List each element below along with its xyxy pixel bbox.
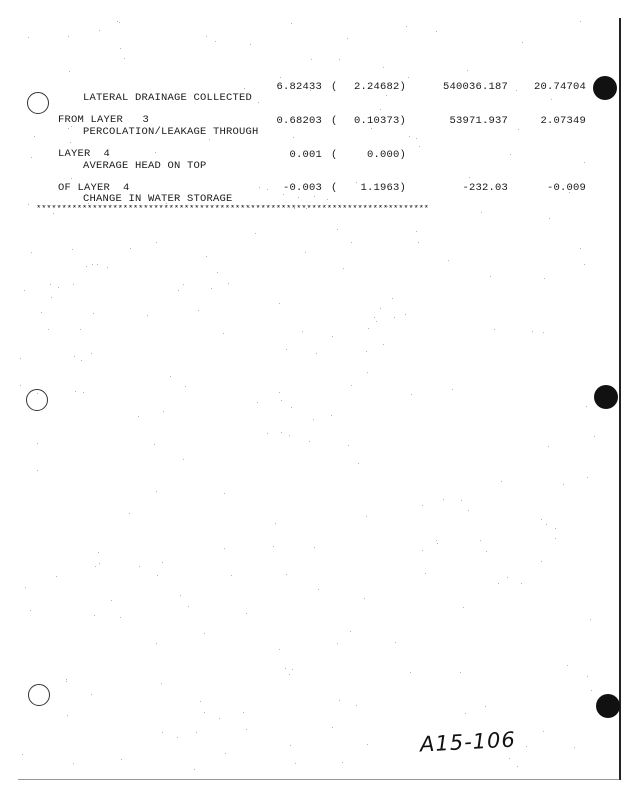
scan-speck (356, 705, 357, 706)
scan-speck (70, 142, 71, 143)
scan-speck (255, 233, 256, 234)
scan-speck (204, 633, 205, 634)
row-label-line2: OF LAYER 4 (58, 182, 130, 194)
scan-speck (422, 550, 423, 551)
scan-speck (225, 753, 226, 754)
scan-speck (366, 516, 367, 517)
scan-speck (161, 683, 162, 684)
scan-speck (590, 619, 591, 620)
scan-speck (156, 643, 157, 644)
scan-speck (257, 402, 258, 403)
scan-speck (339, 59, 340, 60)
scan-speck (509, 758, 510, 759)
scan-speck (526, 746, 527, 747)
scan-speck (183, 459, 184, 460)
scan-speck (518, 129, 519, 130)
scan-speck (95, 566, 96, 567)
row-paren: ( (331, 182, 338, 194)
scan-speck (231, 575, 232, 576)
scan-speck (376, 321, 377, 322)
scan-speck (275, 523, 276, 524)
scan-speck (200, 701, 201, 702)
scan-speck (594, 436, 595, 437)
scan-speck (170, 376, 171, 377)
scan-speck (20, 385, 21, 386)
scan-speck (259, 187, 260, 188)
row-paren: ( (331, 115, 338, 127)
scan-speck (337, 229, 338, 230)
scan-speck (280, 77, 281, 78)
scan-speck (34, 136, 35, 137)
scan-speck (37, 470, 38, 471)
scan-speck (20, 358, 21, 359)
scan-speck (50, 284, 51, 285)
scan-speck (305, 252, 306, 253)
scan-speck (510, 154, 511, 155)
scan-speck (458, 119, 459, 120)
scan-speck (543, 332, 544, 333)
row-value-2: 0.000) (366, 149, 406, 161)
scan-speck (58, 287, 59, 288)
scan-speck (217, 272, 218, 273)
scan-speck (327, 199, 328, 200)
scan-speck (395, 642, 396, 643)
binder-hole-middle-right (594, 385, 618, 409)
scan-speck (574, 747, 575, 748)
scan-speck (286, 574, 287, 575)
scan-speck (293, 137, 294, 138)
row-value-2: 2.24682) (353, 81, 406, 93)
scan-speck (555, 528, 556, 529)
scan-speck (176, 198, 177, 199)
scan-speck (316, 353, 317, 354)
scan-speck (37, 393, 38, 394)
scan-speck (99, 563, 100, 564)
scan-speck (298, 197, 299, 198)
scan-speck (309, 441, 310, 442)
scan-speck (517, 766, 518, 767)
scan-speck (405, 314, 406, 315)
scan-speck (339, 700, 340, 701)
scan-speck (185, 386, 186, 387)
scan-speck (25, 587, 26, 588)
scan-speck (91, 694, 92, 695)
scan-speck (425, 573, 426, 574)
row-value-3: -232.03 (462, 182, 508, 194)
row-label-line1: CHANGE IN WATER STORAGE (83, 193, 233, 205)
scan-speck (166, 203, 167, 204)
scan-speck (516, 90, 517, 91)
scan-speck (383, 344, 384, 345)
scan-speck (219, 718, 220, 719)
scan-speck (294, 208, 295, 209)
scan-speck (157, 575, 158, 576)
scan-speck (211, 288, 212, 289)
scan-speck (88, 203, 89, 204)
scan-speck (480, 540, 481, 541)
scan-speck (314, 547, 315, 548)
scan-speck (501, 481, 502, 482)
scan-speck (486, 122, 487, 123)
scan-speck (331, 415, 332, 416)
scan-speck (368, 328, 369, 329)
scan-speck (74, 356, 75, 357)
row-label-line1: PERCOLATION/LEAKAGE THROUGH (83, 126, 259, 138)
scan-speck (250, 44, 251, 45)
scan-speck (285, 668, 286, 669)
scan-speck (283, 194, 284, 195)
scan-speck (100, 188, 101, 189)
scan-speck (28, 204, 29, 205)
scan-speck (163, 411, 164, 412)
scan-speck (243, 712, 244, 713)
scan-speck (111, 600, 112, 601)
scan-speck (246, 613, 247, 614)
scan-speck (388, 85, 389, 86)
scan-speck (273, 546, 274, 547)
scan-speck (416, 231, 417, 232)
scan-speck (313, 419, 314, 420)
scan-speck (37, 443, 38, 444)
scan-speck (387, 206, 388, 207)
scan-speck (156, 242, 157, 243)
scan-speck (486, 551, 487, 552)
scan-speck (580, 21, 581, 22)
scan-speck (367, 372, 368, 373)
scan-speck (380, 308, 381, 309)
scan-speck (72, 249, 73, 250)
row-value-3: 540036.187 (442, 81, 508, 93)
scan-speck (92, 264, 93, 265)
scan-speck (94, 615, 95, 616)
scan-speck (291, 407, 292, 408)
scan-speck (281, 400, 282, 401)
scan-speck (522, 42, 523, 43)
scan-speck (215, 41, 216, 42)
scan-speck (286, 349, 287, 350)
scan-speck (567, 665, 568, 666)
scan-speck (548, 446, 549, 447)
scan-speck (155, 152, 156, 153)
asterisk-separator: ***************************************************************************** (36, 205, 429, 214)
scan-speck (380, 109, 381, 110)
scan-speck (337, 643, 338, 644)
scan-speck (224, 548, 225, 549)
scan-speck (292, 669, 293, 670)
scan-speck (198, 310, 199, 311)
scan-speck (350, 631, 351, 632)
scan-speck (86, 266, 87, 267)
scan-speck (386, 95, 387, 96)
scan-speck (591, 690, 592, 691)
scan-speck (443, 499, 444, 500)
scan-speck (177, 737, 178, 738)
scan-speck (302, 331, 303, 332)
scan-speck (521, 583, 522, 584)
scan-speck (280, 85, 281, 86)
binder-hole-bottom-left (28, 684, 50, 706)
scan-speck (358, 463, 359, 464)
scan-speck (188, 606, 189, 607)
scan-speck (154, 444, 155, 445)
scan-speck (30, 610, 31, 611)
scan-speck (452, 389, 453, 390)
row-value-1: 0.001 (289, 149, 322, 161)
scan-speck (224, 194, 225, 195)
scan-speck (587, 477, 588, 478)
scan-speck (555, 538, 556, 539)
scan-speck (364, 598, 365, 599)
scan-speck (498, 583, 499, 584)
scan-speck (120, 48, 121, 49)
scan-speck (71, 178, 72, 179)
scan-speck (460, 672, 461, 673)
scan-speck (124, 58, 125, 59)
row-label-line2: FROM LAYER 3 (58, 114, 150, 126)
scan-speck (580, 248, 581, 249)
scan-speck (138, 416, 139, 417)
scan-speck (209, 139, 210, 140)
scan-speck (68, 36, 69, 37)
scan-speck (544, 278, 545, 279)
scan-speck (81, 360, 82, 361)
row-value-1: 0.68203 (276, 115, 322, 127)
scan-speck (178, 290, 179, 291)
scan-speck (24, 290, 25, 291)
scan-speck (228, 283, 229, 284)
scan-speck (97, 264, 98, 265)
scan-speck (80, 329, 81, 330)
scan-speck (73, 284, 74, 285)
binder-hole-bottom-right (596, 694, 620, 718)
scan-speck (48, 329, 49, 330)
row-value-2: 1.1963) (360, 182, 406, 194)
scan-speck (258, 102, 259, 103)
scan-speck (31, 157, 32, 158)
scan-speck (99, 30, 100, 31)
scan-speck (129, 513, 130, 514)
scan-speck (383, 67, 384, 68)
scan-speck (410, 672, 411, 673)
scan-speck (481, 212, 482, 213)
scan-speck (356, 182, 357, 183)
scan-speck (244, 88, 245, 89)
scan-speck (224, 493, 225, 494)
scan-speck (467, 70, 468, 71)
scan-speck (587, 676, 588, 677)
scan-speck (67, 715, 68, 716)
scan-speck (584, 264, 585, 265)
scan-speck (507, 577, 508, 578)
scan-speck (371, 128, 372, 129)
scan-speck (374, 317, 375, 318)
scan-speck (279, 649, 280, 650)
scan-speck (461, 500, 462, 501)
scan-speck (342, 762, 343, 763)
scan-speck (532, 331, 533, 332)
scan-speck (311, 59, 312, 60)
scan-speck (279, 303, 280, 304)
scan-speck (75, 391, 76, 392)
scan-speck (490, 276, 491, 277)
scan-speck (93, 313, 94, 314)
scan-speck (162, 562, 163, 563)
scan-speck (314, 196, 315, 197)
scan-speck (22, 754, 23, 755)
scan-speck (351, 385, 352, 386)
scan-speck (541, 519, 542, 520)
row-label-line1: LATERAL DRAINAGE COLLECTED (83, 92, 253, 104)
scan-speck (66, 681, 67, 682)
scan-speck (289, 435, 290, 436)
scan-speck (416, 138, 417, 139)
scan-speck (71, 126, 72, 127)
scan-speck (249, 207, 250, 208)
scan-speck (546, 524, 547, 525)
scan-speck (56, 576, 57, 577)
scan-speck (366, 351, 367, 352)
scan-speck (310, 90, 311, 91)
scan-speck (422, 505, 423, 506)
scan-speck (83, 392, 84, 393)
handwritten-page-number: A15-106 (419, 727, 517, 757)
scan-speck (409, 136, 410, 137)
scan-speck (68, 128, 69, 129)
scan-speck (541, 561, 542, 562)
scan-speck (267, 189, 268, 190)
scan-speck (408, 77, 409, 78)
scan-speck (436, 31, 437, 32)
row-value-2: 0.10373) (353, 115, 406, 127)
scan-speck (69, 71, 70, 72)
scan-speck (448, 260, 449, 261)
row-value-3: 53971.937 (449, 115, 508, 127)
scan-speck (28, 37, 29, 38)
scan-speck (569, 192, 570, 193)
scan-speck (130, 248, 131, 249)
scan-speck (246, 729, 247, 730)
scan-speck (332, 336, 333, 337)
scan-speck (306, 208, 307, 209)
scan-speck (223, 333, 224, 334)
page-edge-bottom (18, 779, 620, 780)
scan-speck (394, 317, 395, 318)
page-edge-right (619, 18, 621, 780)
scan-speck (194, 769, 195, 770)
row-value-4: -0.009 (546, 182, 586, 194)
scan-speck (463, 607, 464, 608)
scan-speck (584, 162, 585, 163)
scan-speck (295, 763, 296, 764)
scan-speck (206, 256, 207, 257)
row-value-4: 2.07349 (540, 115, 586, 127)
scan-speck (91, 353, 92, 354)
scan-speck (120, 617, 121, 618)
scan-speck (367, 744, 368, 745)
scan-speck (348, 445, 349, 446)
scan-speck (289, 674, 290, 675)
row-paren: ( (331, 81, 338, 93)
row-label-line1: AVERAGE HEAD ON TOP (83, 160, 207, 172)
scan-speck (465, 713, 466, 714)
row-value-4: 20.74704 (533, 81, 586, 93)
scan-speck (162, 732, 163, 733)
scan-speck (139, 566, 140, 567)
scan-speck (318, 589, 319, 590)
scan-speck (196, 732, 197, 733)
scan-speck (494, 329, 495, 330)
scan-speck (351, 242, 352, 243)
scan-speck (119, 22, 120, 23)
scan-speck (343, 268, 344, 269)
scan-speck (392, 298, 393, 299)
scan-speck (279, 392, 280, 393)
scan-speck (485, 706, 486, 707)
row-value-1: 6.82433 (276, 81, 322, 93)
table-row (0, 183, 600, 271)
scan-speck (290, 745, 291, 746)
scan-speck (347, 38, 348, 39)
scan-speck (204, 712, 205, 713)
scan-speck (411, 394, 412, 395)
scan-speck (436, 540, 437, 541)
scan-speck (468, 510, 469, 511)
scan-speck (98, 552, 99, 553)
scan-speck (183, 284, 184, 285)
scan-speck (586, 406, 587, 407)
scan-speck (180, 595, 181, 596)
scan-speck (563, 484, 564, 485)
scan-speck (41, 312, 42, 313)
scan-speck (437, 543, 438, 544)
scan-speck (469, 177, 470, 178)
scan-speck (206, 36, 207, 37)
scan-speck (107, 267, 108, 268)
row-label-line2: LAYER 4 (58, 148, 111, 160)
scan-speck (156, 491, 157, 492)
scan-speck (121, 759, 122, 760)
scan-speck (291, 23, 292, 24)
scan-speck (31, 252, 32, 253)
row-value-1: -0.003 (282, 182, 322, 194)
scan-speck (281, 432, 282, 433)
scan-speck (51, 297, 52, 298)
scan-speck (551, 99, 552, 100)
scan-speck (406, 26, 407, 27)
scan-speck (53, 213, 54, 214)
scan-speck (419, 146, 420, 147)
scan-speck (267, 433, 268, 434)
scan-speck (332, 727, 333, 728)
scan-speck (549, 218, 550, 219)
scan-speck (73, 763, 74, 764)
row-paren: ( (331, 149, 338, 161)
scan-speck (147, 315, 148, 316)
scan-speck (472, 83, 473, 84)
scan-speck (418, 242, 419, 243)
scan-speck (286, 88, 287, 89)
scan-speck (543, 731, 544, 732)
